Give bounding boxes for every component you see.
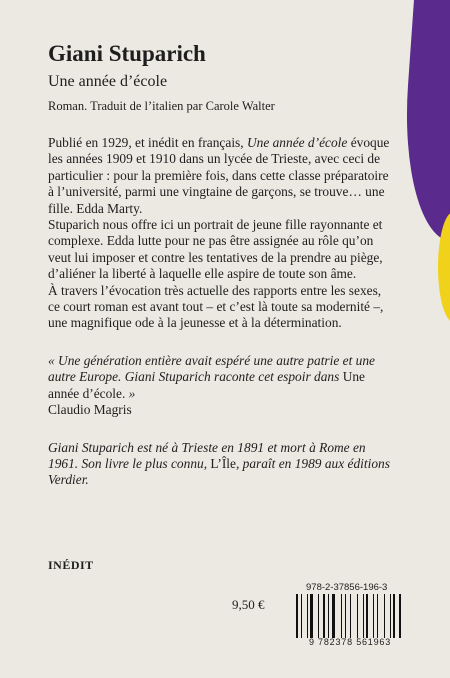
blurb-p1-text-2: évoque les années 1909 et 1910 dans un lycée de Trieste, avec ceci de particulier : pour la première fois, dans cette classe préparatoire à l’université, parmi une vingtaine de garçons, se trouve… une fille. Edda Marty. (48, 135, 390, 216)
quote-text: « Une génération entière avait espéré une autre patrie et une autre Europe. Giani Stuparich raconte cet espoir dans (48, 352, 375, 385)
barcode-bar (390, 594, 391, 638)
barcode-bar (323, 594, 325, 638)
barcode-bar (341, 594, 342, 638)
bio-book-title: L’Île (210, 455, 236, 471)
barcode-bar (393, 594, 395, 638)
quote-book-title: Une année d’école. (48, 369, 365, 401)
barcode-bar (332, 594, 335, 638)
barcode-bar (310, 594, 313, 638)
author-bio (48, 440, 393, 489)
barcode-bar (307, 594, 308, 638)
price-text: 9,50 € (232, 597, 265, 612)
barcode-bar (318, 594, 319, 638)
barcode-bar (301, 594, 302, 638)
isbn-text: 978-2-37856-196-3 (306, 582, 388, 593)
blurb-paragraph-3: À travers l’évocation très actuelle des rapports entre les sexes, ce court roman est avant tout – et c’est là toute sa modernité –, une magnifique ode à la jeunesse et à la détermination. (48, 282, 384, 331)
book-title: Une année d’école (48, 73, 168, 90)
barcode-bar (350, 594, 351, 638)
quote-author: Claudio Magris (48, 402, 132, 418)
barcode-bar (366, 594, 368, 638)
bio-text: Giani Stuparich est né à Trieste en 1891 et mort à Rome en 1961. Son livre le plus connu, (48, 439, 366, 471)
barcode-bar (384, 594, 385, 638)
barcode-bar (296, 594, 298, 638)
blurb (48, 135, 393, 332)
cover-text (48, 40, 393, 489)
quote-close: » (125, 385, 136, 401)
blurb-p1-text: Publié en 1929, et inédit en français, (48, 135, 247, 150)
barcode-digits: 9 782378 561963 (308, 637, 392, 647)
barcode (296, 594, 404, 650)
book-subtitle: Roman. Traduit de l’italien par Carole Walter (48, 99, 275, 113)
purple-decorative-shape (397, 0, 450, 242)
critic-quote (48, 353, 393, 402)
author-name: Giani Stuparich (48, 41, 206, 66)
inedit-label: INÉDIT (48, 558, 94, 572)
blurb-paragraph-1 (48, 135, 393, 217)
barcode-bar (357, 594, 358, 638)
barcode-bar (363, 594, 364, 638)
bio-text-2: , paraît en 1989 aux éditions Verdier. (48, 455, 390, 488)
barcode-bar (345, 594, 347, 638)
barcode-bar (373, 594, 374, 638)
barcode-bar (377, 594, 378, 638)
barcode-bar (328, 594, 329, 638)
blurb-p1-title: Une année d’école (246, 135, 348, 150)
barcode-bars (296, 594, 404, 638)
barcode-bar (399, 594, 402, 638)
blurb-paragraph-2: Stuparich nous offre ici un portrait de jeune fille rayonnante et complexe. Edda lutte pour ne pas être assignée au rôle qu’on veut lui imposer et contre les tentatives de la prendre au piège, d’aliéner la liberté à laquelle elle aspire de toute son âme. (48, 217, 383, 282)
